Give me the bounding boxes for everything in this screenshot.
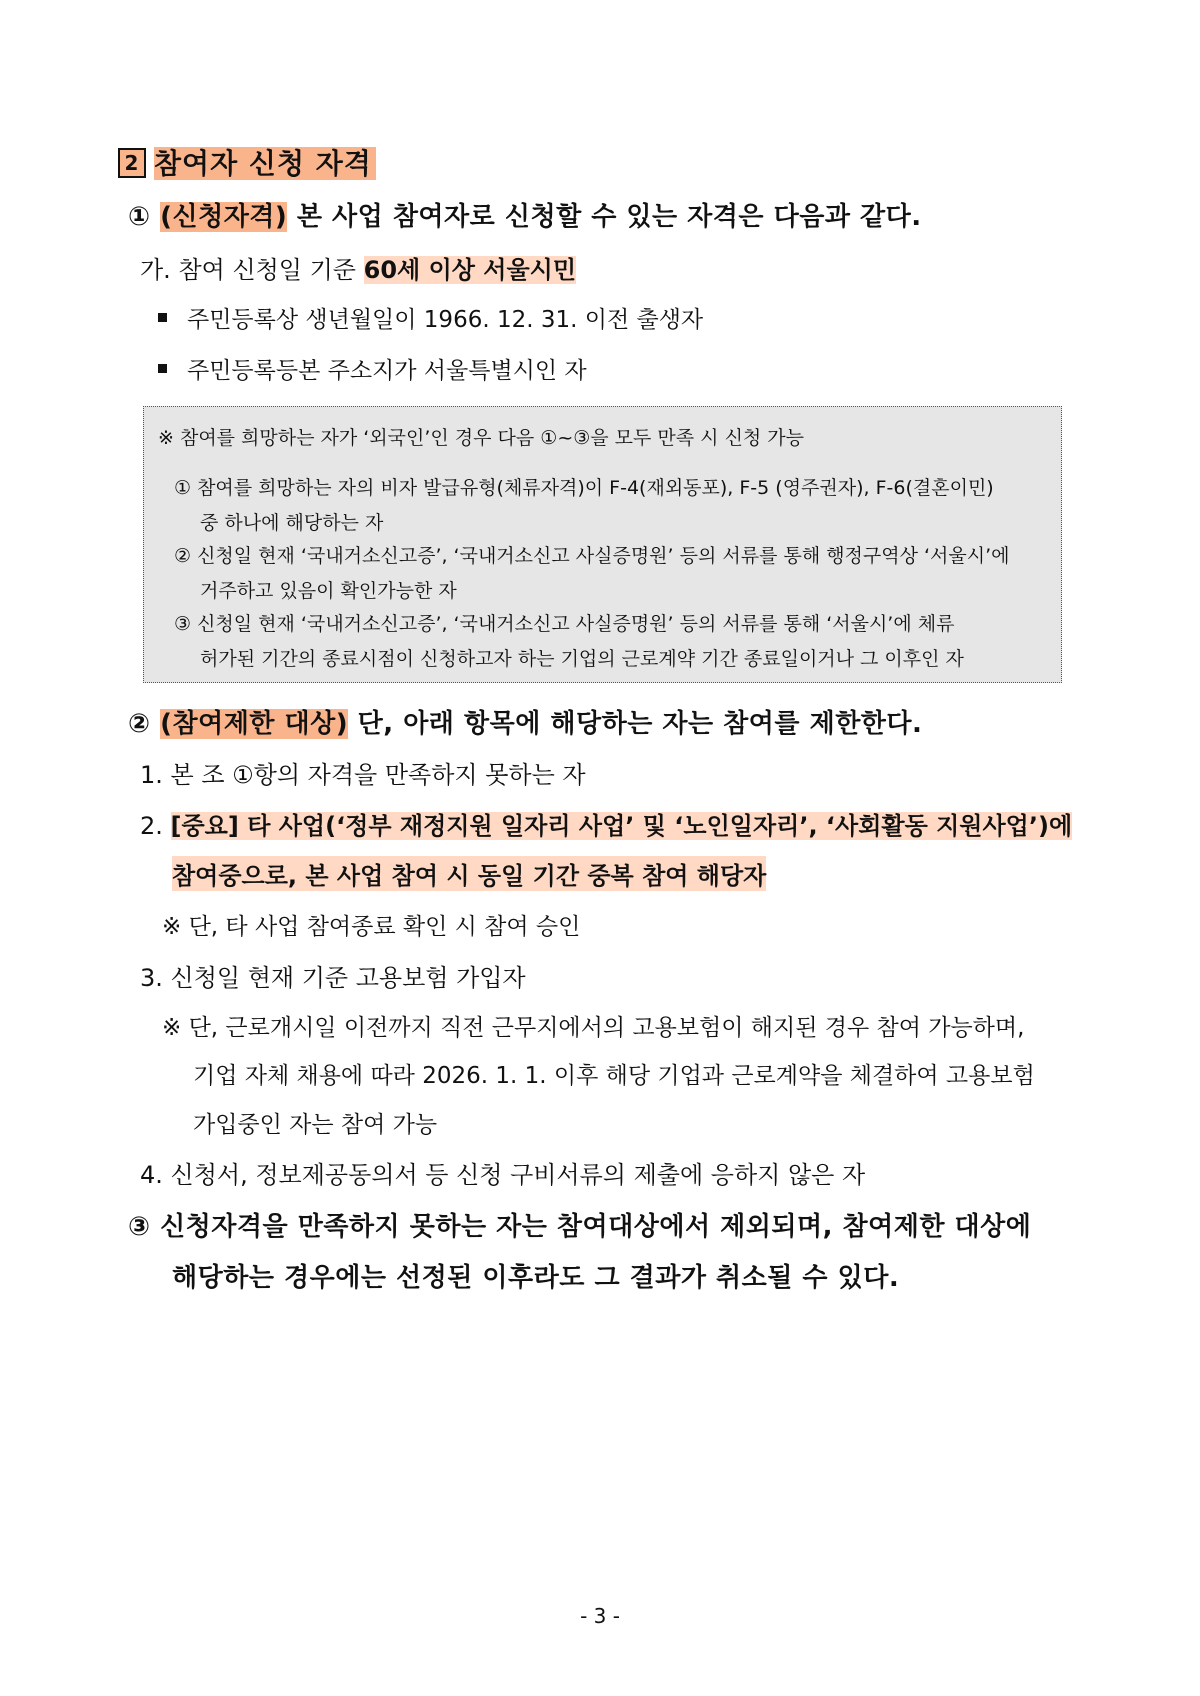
item1-heading — [128, 196, 922, 233]
restriction-item-3: 3. 신청일 현재 기준 고용보험 가입자 — [140, 964, 526, 992]
bullet-item — [158, 301, 703, 334]
restriction-item-2-number: 2. — [140, 812, 171, 840]
restriction-item-3-note-line1: ※ 단, 근로개시일 이전까지 직전 근무지에서의 고용보험이 해지된 경우 참여 가능하며, — [162, 1015, 1025, 1041]
item1-sub-a — [140, 250, 576, 285]
item3-line2: 해당하는 경우에는 선정된 이후라도 그 결과가 취소될 수 있다. — [172, 1263, 900, 1293]
section-heading — [118, 142, 376, 178]
restriction-item-3-note-line2: 기업 자체 채용에 따라 2026. 1. 1. 이후 해당 기업과 근로계약을 체결하여 고용보험 — [193, 1063, 1035, 1089]
sub-a-highlight: 60세 이상 서울시민 — [363, 256, 577, 284]
restriction-item-4: 4. 신청서, 정보제공동의서 등 신청 구비서류의 제출에 응하지 않은 자 — [140, 1161, 866, 1189]
notice-header: ※ 참여를 희망하는 자가 ‘외국인’인 경우 다음 ①~③을 모두 만족 시 신청 가능 — [158, 427, 805, 449]
bullet-text: 주민등록상 생년월일이 1966. 12. 31. 이전 출생자 — [187, 307, 704, 333]
restriction-item-2 — [140, 806, 1072, 841]
item2-marker: ② — [128, 709, 151, 739]
square-bullet-icon — [158, 364, 167, 373]
item1-marker: ① — [128, 202, 151, 232]
bullet-text: 주민등록등본 주소지가 서울특별시인 자 — [187, 358, 587, 384]
item3-line1: ③ 신청자격을 만족하지 못하는 자는 참여대상에서 제외되며, 참여제한 대상에 — [128, 1212, 1032, 1242]
notice-item-1-line1: ① 참여를 희망하는 자의 비자 발급유형(체류자격)이 F-4(재외동포), F-5 (영주권자), F-6(결혼이민) — [174, 477, 994, 499]
restriction-item-3-note-line3: 가입중인 자는 참여 가능 — [193, 1112, 438, 1138]
notice-item-3-line1: ③ 신청일 현재 ‘국내거소신고증’, ‘국내거소신고 사실증명원’ 등의 서류를 통해 ‘서울시’에 체류 — [174, 613, 955, 635]
section-number: 2 — [118, 148, 146, 178]
section-title: 참여자 신청 자격 — [154, 147, 376, 180]
item1-label: (신청자격) — [160, 202, 288, 232]
notice-item-2-line2: 거주하고 있음이 확인가능한 자 — [200, 580, 457, 602]
foreigner-notice-box — [143, 406, 1062, 683]
restriction-item-2-line2: 참여중으로, 본 사업 참여 시 동일 기간 중복 참여 해당자 — [172, 856, 766, 891]
item2-text: 단, 아래 항목에 해당하는 자는 참여를 제한한다. — [348, 709, 923, 739]
sub-a-prefix: 가. 참여 신청일 기준 — [140, 256, 364, 284]
item2-label: (참여제한 대상) — [160, 709, 349, 739]
restriction-item-2-line1: [중요] 타 사업(‘정부 재정지원 일자리 사업’ 및 ‘노인일자리’, ‘사회활동 지원사업’)에 — [170, 812, 1073, 840]
notice-item-1-line2: 중 하나에 해당하는 자 — [200, 512, 384, 534]
restriction-item-1: 1. 본 조 ①항의 자격을 만족하지 못하는 자 — [140, 761, 586, 789]
restriction-item-2-note: ※ 단, 타 사업 참여종료 확인 시 참여 승인 — [162, 914, 581, 940]
notice-item-2-line1: ② 신청일 현재 ‘국내거소신고증’, ‘국내거소신고 사실증명원’ 등의 서류를 통해 행정구역상 ‘서울시’에 — [174, 545, 1010, 567]
item2-heading — [128, 703, 922, 740]
notice-item-3-line2: 허가된 기간의 종료시점이 신청하고자 하는 기업의 근로계약 기간 종료일이거나 그 이후인 자 — [200, 648, 964, 670]
page-number: - 3 - — [580, 1604, 620, 1628]
square-bullet-icon — [158, 313, 167, 322]
bullet-item — [158, 352, 587, 385]
item1-text: 본 사업 참여자로 신청할 수 있는 자격은 다음과 같다. — [287, 202, 922, 232]
